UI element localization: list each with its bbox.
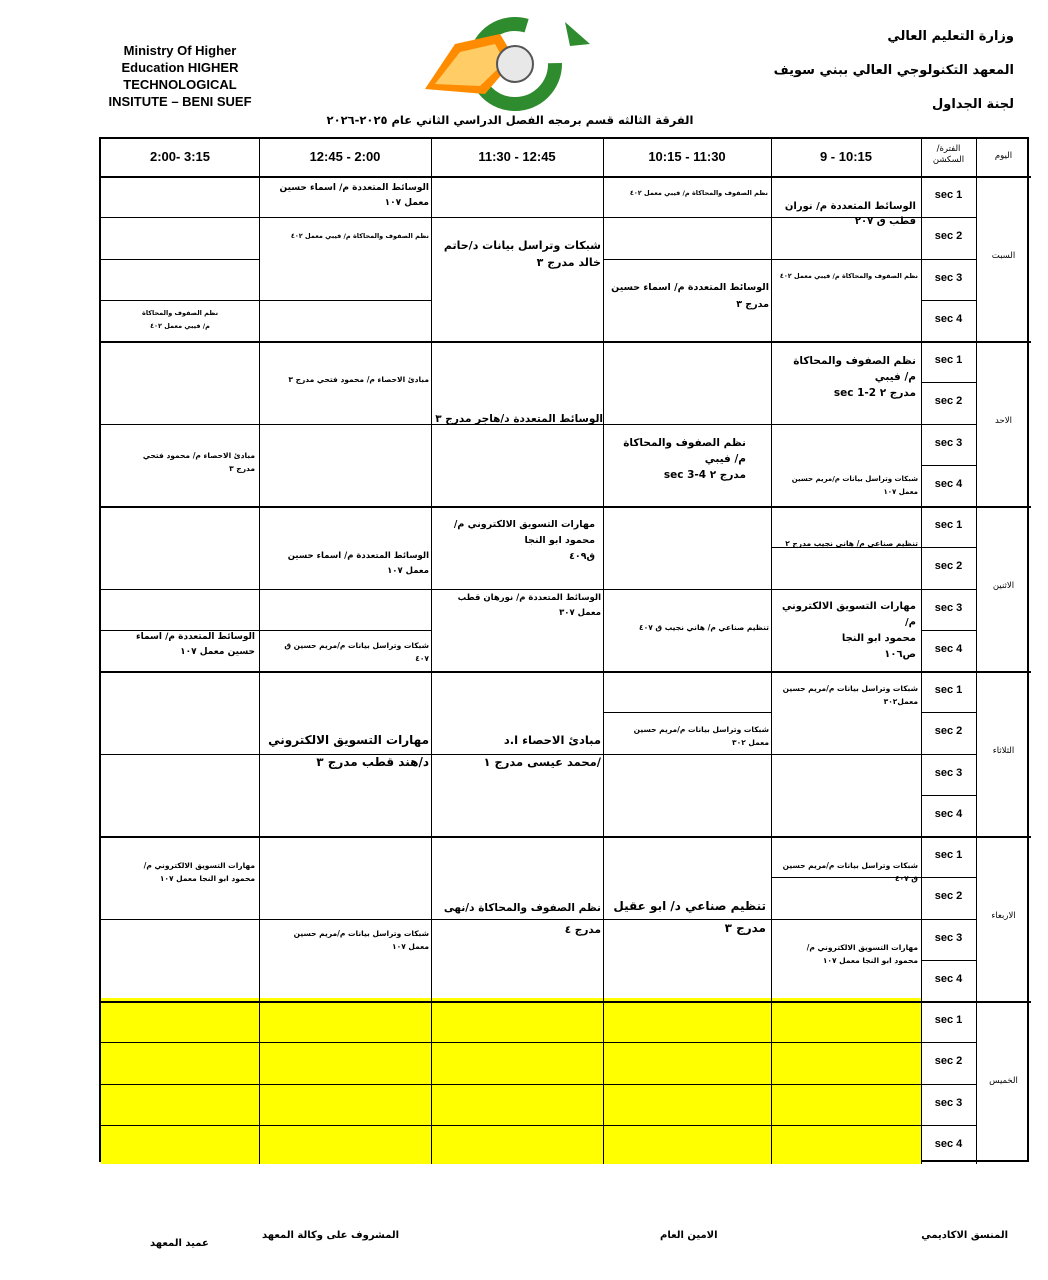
grid-line [101, 259, 259, 260]
lesson-cell: مهارات التسويق الالكتروني د/هند قطب مدرج ٣ [268, 733, 429, 769]
grid-line [101, 506, 259, 507]
grid-line [976, 139, 977, 1164]
lesson-cell: الوسائط المتعددة م/ نورهان قطب معمل ٣٠٧ [457, 593, 601, 618]
grid-line [431, 1125, 603, 1126]
lesson-cell: نظم الصفوف والمحاكاة م/ فيبي معمل ٤٠٢ [141, 309, 219, 330]
grid-line [603, 589, 771, 590]
section-label: sec 1 [934, 684, 963, 696]
grid-line [771, 139, 772, 1164]
arabic-header-line: وزارة التعليم العالي [887, 29, 1014, 44]
day-label: السبت [991, 251, 1016, 261]
grid-line [259, 1042, 431, 1043]
lesson-cell: الوسائط المتعددة م/ اسماء حسين معمل ١٠٧ [136, 632, 255, 657]
grid-line [771, 1084, 921, 1085]
grid-line [431, 217, 603, 218]
day-label: الاثنين [992, 581, 1015, 591]
day-label: الاربعاء [991, 911, 1016, 921]
time-slot-header: 11:30 - 12:45 [478, 149, 556, 164]
grid-line [431, 139, 432, 1164]
grid-line [771, 1042, 921, 1043]
english-header-line: INSITUTE – BENI SUEF [108, 94, 252, 109]
grid-line [101, 1001, 259, 1002]
grid-line [431, 836, 603, 837]
grid-line [921, 382, 976, 383]
lesson-cell: مبادئ الاحصاء م/ محمود فتحي مدرج ٣ [288, 375, 429, 384]
timetable-grid [99, 137, 1029, 1162]
grid-line [921, 1042, 976, 1043]
institute-logo [405, 14, 605, 114]
arabic-header [754, 20, 1014, 122]
grid-line [259, 300, 431, 301]
grid-line [259, 630, 431, 631]
section-label: sec 3 [934, 436, 963, 449]
english-header-line: TECHNOLOGICAL [123, 77, 237, 92]
lesson-cell: شبكات وتراسل بيانات د/حاتم خالد مدرج ٣ [443, 239, 601, 269]
time-slot-header: 2:00- 3:15 [150, 149, 210, 164]
grid-line [921, 424, 976, 425]
grid-line [771, 754, 921, 755]
grid-line [921, 960, 976, 961]
signature-dean: عميد المعهد [150, 1238, 209, 1249]
section-label: sec 4 [934, 1137, 963, 1150]
lesson-cell: نظم الصفوف والمحاكاة م/ فيبي معمل ٤٠٢ [290, 232, 429, 240]
lesson-cell: شبكات وتراسل بيانات م/مريم حسين معمل ٣٠٢ [633, 725, 769, 747]
grid-line [921, 259, 976, 260]
grid-line [603, 1001, 771, 1002]
grid-line [603, 259, 771, 260]
section-label: sec 2 [934, 230, 963, 243]
section-label: sec 4 [934, 312, 963, 325]
grid-line [431, 1084, 603, 1085]
grid-line [101, 919, 259, 920]
lesson-cell: مهارات التسويق الالكتروني م/ محمود ابو النجا ص١٠٦ [781, 601, 916, 660]
grid-line [259, 836, 431, 837]
day-column-header: اليوم [994, 151, 1013, 161]
lesson-cell: الوسائط المتعددة م/ اسماء حسين معمل ١٠٧ [279, 183, 429, 208]
english-header-line: Education HIGHER [121, 60, 239, 75]
section-label: sec 4 [934, 807, 963, 820]
signature-vice-dean: المشروف على وكالة المعهد [262, 1230, 400, 1241]
lesson-cell: شبكات وتراسل بيانات م/مريم حسين معمل ١٠٧ [791, 475, 918, 496]
grid-line [101, 341, 259, 342]
time-slot-header: 12:45 - 2:00 [309, 149, 381, 164]
section-label: sec 4 [934, 477, 963, 490]
grid-line [259, 589, 431, 590]
section-label: sec 4 [934, 642, 963, 655]
grid-line [771, 1125, 921, 1126]
grid-line [921, 1084, 976, 1085]
schedule-title: الفرقة الثالثه قسم برمجه الفصل الدراسي الثاني عام ٢٠٢٥-٢٠٢٦ [326, 113, 694, 127]
lesson-cell: نظم الصفوف والمحاكاة م/ فيبي معمل ٤٠٢ [779, 272, 918, 280]
thursday-highlight [101, 998, 921, 1164]
lesson-cell: نظم الصفوف والمحاكاة د/نهى مدرج ٤ [443, 902, 601, 936]
lesson-cell: الوسائط المتعددة د/هاجر مدرج ٣ [435, 413, 603, 425]
lesson-cell: نظم الصفوف والمحاكاة م/ فيبي معمل ٤٠٢ [629, 189, 768, 197]
grid-line [771, 919, 921, 920]
lesson-cell: الوسائط المتعددة م/ نوران قطب ق ٢٠٧ [784, 201, 916, 227]
day-label: الخميس [989, 1076, 1018, 1086]
section-label: sec 1 [934, 849, 963, 861]
grid-line [921, 589, 976, 590]
grid-line [259, 424, 431, 425]
section-label: sec 1 [934, 519, 963, 531]
grid-line [431, 589, 603, 590]
grid-line [771, 836, 921, 837]
grid-line [603, 139, 604, 1164]
arabic-header-line: المعهد التكنولوجي العالي ببني سويف [773, 63, 1014, 78]
section-label: sec 3 [934, 766, 963, 779]
time-slot-header: 9 - 10:15 [819, 149, 873, 164]
section-label: sec 1 [934, 1014, 963, 1026]
lesson-cell: الوسائط المتعددة م/ اسماء حسين معمل ١٠٧ [287, 551, 429, 576]
lesson-cell: شبكات وتراسل بيانات م/مريم حسين ق ٤٠٧ [782, 861, 918, 883]
time-slot-header: 10:15 - 11:30 [648, 149, 726, 164]
day-label: الاحد [995, 416, 1012, 426]
lesson-cell: نظم الصفوف والمحاكاة م/ فيبي مدرج ٢ sec 1-2 [793, 355, 916, 399]
section-label: sec 2 [934, 725, 963, 738]
section-label: sec 1 [934, 189, 963, 201]
grid-line [259, 1125, 431, 1126]
lesson-cell: تنظيم صناعي م/ هاني نجيب مدرج ٢ [785, 539, 918, 548]
grid-line [259, 1001, 431, 1002]
grid-line [101, 754, 259, 755]
lesson-cell: مبادئ الاحصاء م/ محمود فتحي مدرج ٣ [142, 451, 255, 473]
lesson-cell: مهارات التسويق الالكتروني م/ محمود ابو النجا معمل ١٠٧ [143, 861, 255, 883]
grid-line [921, 795, 976, 796]
grid-line [101, 300, 259, 301]
grid-line [921, 630, 976, 631]
section-label: sec 2 [934, 560, 963, 573]
grid-line [101, 836, 259, 837]
grid-line [771, 259, 921, 260]
grid-line [771, 506, 921, 507]
grid-line [603, 754, 771, 755]
section-label: sec 1 [934, 354, 963, 366]
lesson-cell: تنظيم صناعي م/ هاني نجيب ق ٤٠٧ [639, 623, 769, 632]
grid-line [603, 1125, 771, 1126]
grid-line [921, 754, 976, 755]
grid-line [921, 217, 976, 218]
lesson-cell: نظم الصفوف والمحاكاة م/ فيبي مدرج ٢ sec 3-4 [623, 437, 746, 481]
signature-academic-coordinator: المنسق الاكاديمي [921, 1230, 1008, 1241]
english-header-line: Ministry Of Higher [123, 43, 237, 58]
grid-line [921, 1125, 976, 1126]
day-label: الثلاثاء [992, 746, 1015, 756]
grid-line [771, 1001, 921, 1002]
lesson-cell: شبكات وتراسل بيانات م/مريم حسين معمل٣٠٢ [782, 684, 918, 706]
grid-line [921, 300, 976, 301]
lesson-cell: شبكات وتراسل بيانات م/مريم حسين معمل ١٠٧ [293, 929, 429, 951]
grid-line [603, 424, 771, 425]
grid-line [921, 877, 976, 878]
grid-line [101, 217, 259, 218]
grid-line [603, 1084, 771, 1085]
section-label: sec 2 [934, 1055, 963, 1068]
grid-line [101, 1125, 259, 1126]
grid-line [921, 139, 922, 1164]
arabic-header-line: لجنة الجداول [932, 97, 1014, 112]
section-label: sec 3 [934, 1096, 963, 1109]
section-label: sec 3 [934, 271, 963, 284]
grid-line [101, 1042, 259, 1043]
lesson-cell: مبادئ الاحصاء ا.د /محمد عيسى مدرج ١ [483, 733, 601, 769]
grid-line [101, 424, 259, 425]
grid-line [431, 671, 603, 672]
lesson-cell: مهارات التسويق الالكتروني م/ محمود ابو النجا معمل ١٠٧ [806, 943, 918, 965]
section-label: sec 2 [934, 890, 963, 903]
grid-line [101, 176, 1031, 178]
grid-line [771, 671, 921, 672]
lesson-cell: تنظيم صناعي د/ ابو عقيل مدرج ٣ [613, 899, 766, 935]
lesson-cell: الوسائط المتعددة م/ اسماء حسين مدرج ٣ [611, 282, 769, 310]
grid-line [921, 712, 976, 713]
grid-line [101, 589, 259, 590]
period-column-header: الفترة/ السكشن [932, 144, 965, 165]
grid-line [101, 1084, 259, 1085]
grid-line [431, 1042, 603, 1043]
grid-line [921, 919, 976, 920]
lesson-cell: مهارات التسويق الالكتروني م/ محمود ابو النجا ق٤٠٩ [453, 519, 595, 562]
grid-line [771, 589, 921, 590]
grid-line [921, 547, 976, 548]
grid-line [603, 1042, 771, 1043]
grid-line [259, 1084, 431, 1085]
section-label: sec 3 [934, 601, 963, 614]
grid-line [603, 217, 771, 218]
grid-line [921, 465, 976, 466]
grid-line [259, 139, 260, 1164]
grid-line [603, 836, 771, 837]
section-label: sec 4 [934, 972, 963, 985]
section-label: sec 2 [934, 395, 963, 408]
grid-line [603, 712, 771, 713]
signature-secretary-general: الامين العام [660, 1230, 718, 1241]
grid-line [259, 919, 431, 920]
grid-line [431, 1001, 603, 1002]
lesson-cell: شبكات وتراسل بيانات م/مريم حسين ق ٤٠٧ [284, 641, 429, 663]
grid-line [259, 217, 431, 218]
grid-line [771, 424, 921, 425]
section-label: sec 3 [934, 931, 963, 944]
english-header [100, 42, 260, 110]
